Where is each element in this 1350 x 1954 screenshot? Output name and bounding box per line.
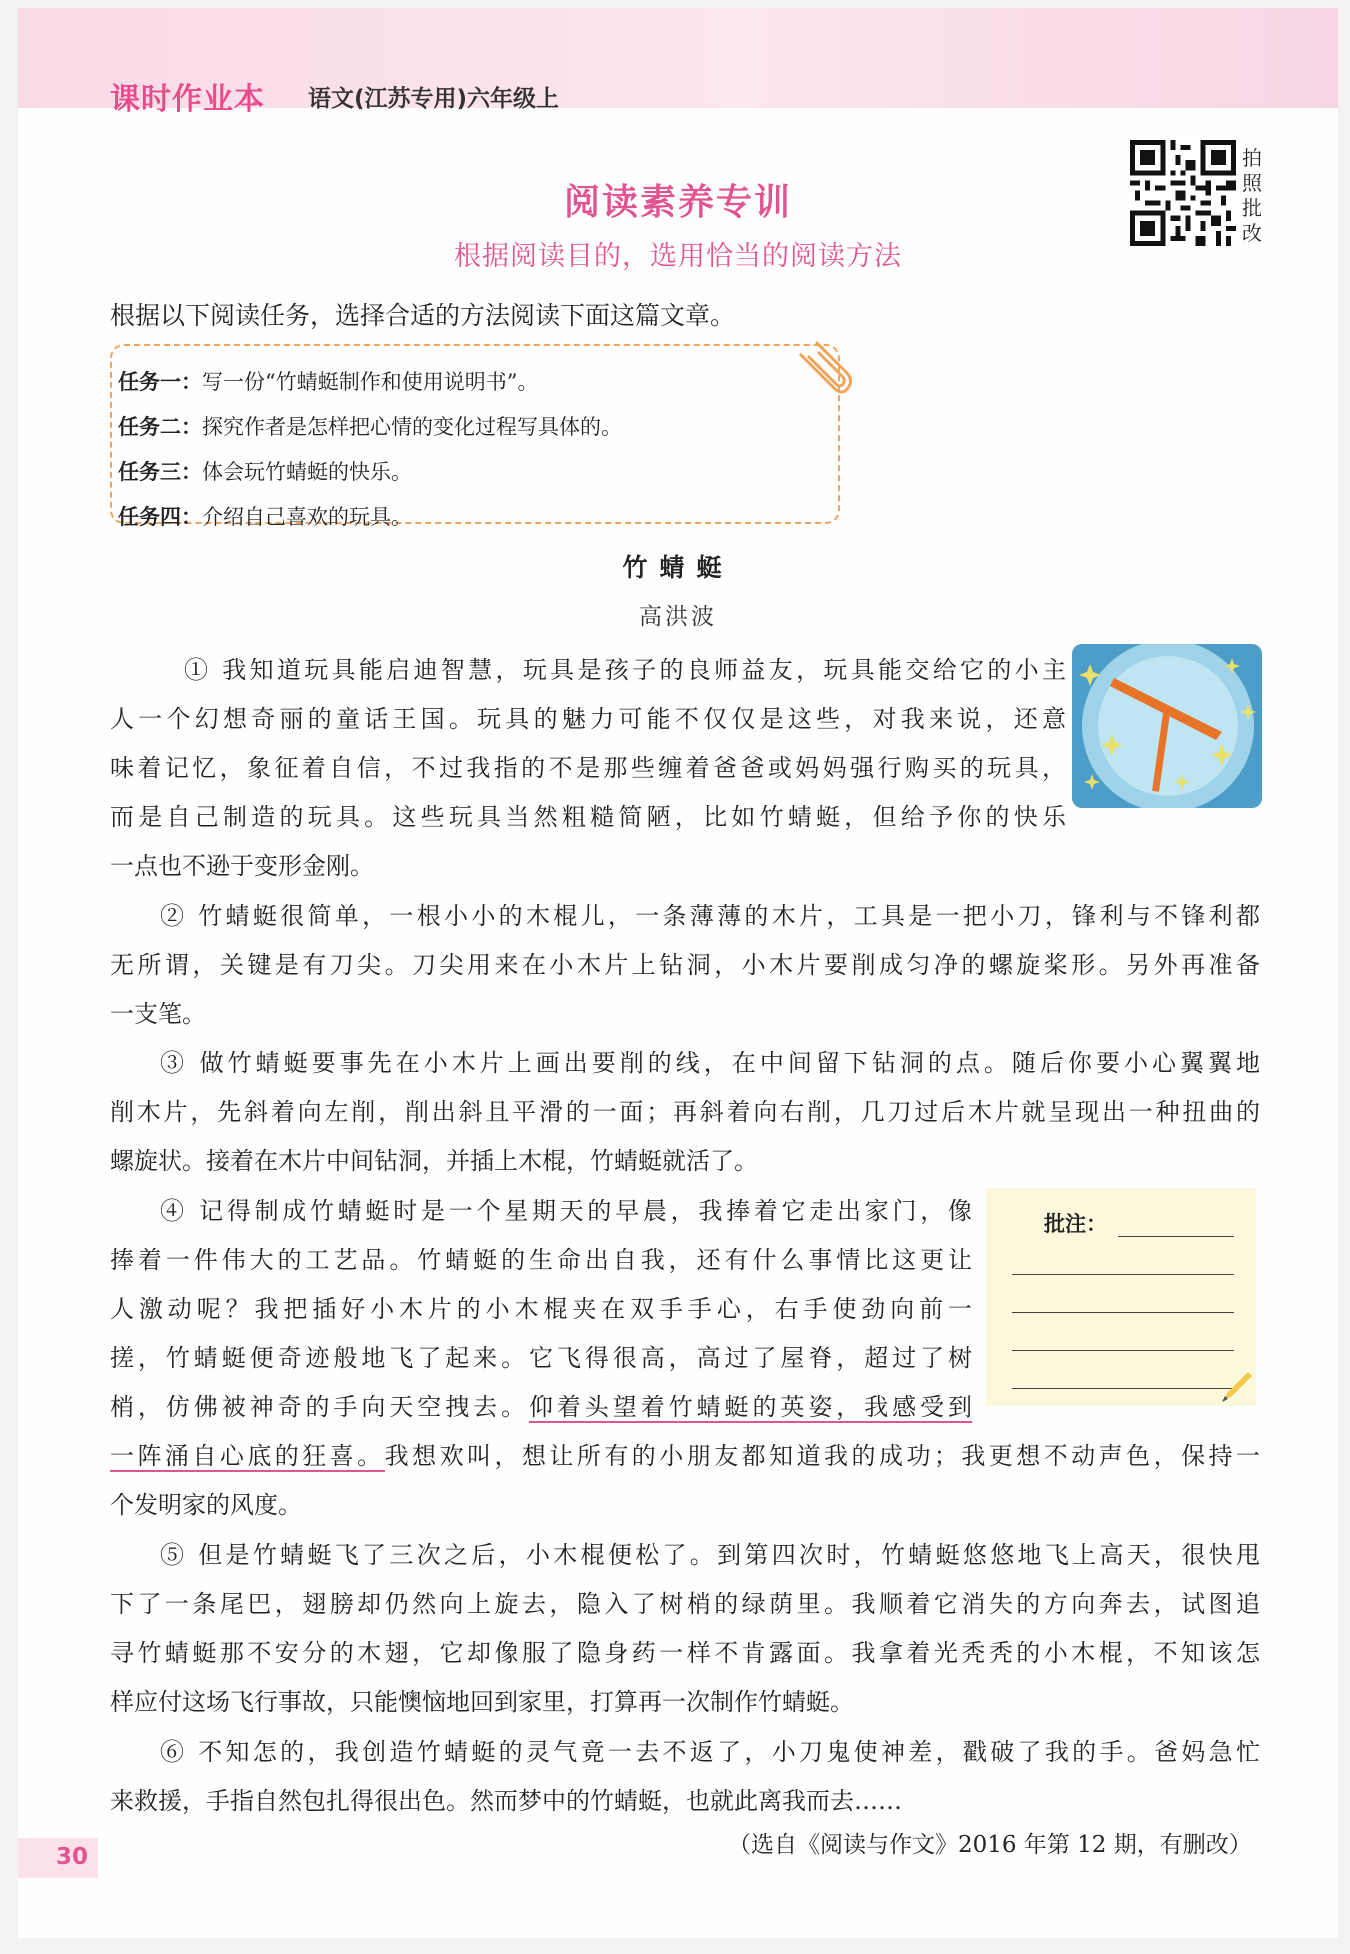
annotation-label: 批注： — [1044, 1212, 1107, 1236]
annotation-line[interactable] — [1012, 1274, 1234, 1275]
text-line: 一支笔。 — [110, 1000, 206, 1028]
qr-code-icon[interactable] — [1130, 140, 1236, 246]
task-list — [110, 344, 840, 529]
annotation-line[interactable] — [1012, 1388, 1234, 1389]
text-line: 无所谓，关键是有刀尖。刀尖用来在小木片上钻洞，小木片要削成匀净的螺旋桨形。另外再准备 — [110, 951, 1260, 979]
task-item: 任务三：体会玩竹蜻蜓的快乐。 — [118, 460, 412, 484]
underlined-sentence: 一阵涌自心底的狂喜。 — [110, 1442, 385, 1470]
text-line: 一点也不逊于变形金刚。 — [110, 852, 374, 880]
text-line: 捧着一件伟大的工艺品。竹蜻蜓的生命出自我，还有什么事情比这更让 — [110, 1246, 972, 1274]
text-line: ⑥ 不知怎的，我创造竹蜻蜓的灵气竟一去不返了，小刀鬼使神差，戳破了我的手。爸妈急忙 — [160, 1738, 1260, 1766]
text-line: 人激动呢？我把插好小木片的小木棍夹在双手手心，右手使劲向前一 — [110, 1295, 972, 1323]
brand-title: 课时作业本 — [110, 82, 265, 117]
text-line: 人一个幻想奇丽的童话王国。玩具的魅力可能不仅仅是这些，对我来说，还意 — [110, 705, 1066, 733]
task-item: 任务一：写一份“竹蜻蜓制作和使用说明书”。 — [118, 370, 539, 394]
text-line: 寻竹蜻蜓那不安分的木翅，它却像服了隐身药一样不肯露面。我拿着光秃秃的小木棍，不知该怎 — [110, 1639, 1260, 1667]
text-line: 搓，竹蜻蜓便奇迹般地飞了起来。它飞得很高，高过了屋脊，超过了树 — [110, 1344, 972, 1372]
workbook-page — [18, 8, 1338, 1938]
annotation-line[interactable] — [1012, 1312, 1234, 1313]
text-line: 一阵涌自心底的狂喜。我想欢叫，想让所有的小朋友都知道我的成功；我更想不动声色，保持一 — [110, 1442, 1261, 1470]
paperclip-icon — [792, 338, 852, 398]
text-line: ② 竹蜻蜓很简单，一根小小的木棍儿，一条薄薄的木片，工具是一把小刀，锋利与不锋利都 — [160, 902, 1260, 930]
article-title: 竹蜻蜓 — [622, 553, 734, 582]
text-line: 下了一条尾巴，翅膀却仍然向上旋去，隐入了树梢的绿荫里。我顺着它消失的方向奔去，试图追 — [110, 1590, 1260, 1618]
text-line: ③ 做竹蜻蜓要事先在小木片上画出要削的线，在中间留下钻洞的点。随后你要小心翼翼地 — [160, 1049, 1260, 1077]
text-line: 梢，仿佛被神奇的手向天空拽去。仰着头望着竹蜻蜓的英姿，我感受到 — [110, 1393, 972, 1421]
text-line: 个发明家的风度。 — [110, 1491, 302, 1519]
text-line: 来救援，手指自然包扎得很出色。然而梦中的竹蜻蜓，也就此离我而去…… — [110, 1787, 902, 1815]
task-item: 任务四：介绍自己喜欢的玩具。 — [118, 505, 412, 529]
article-author: 高洪波 — [639, 604, 717, 630]
qr-caption: 拍照批改 — [1242, 146, 1262, 245]
page-subtitle: 根据阅读目的，选用恰当的阅读方法 — [454, 241, 902, 272]
text-line: ① 我知道玩具能启迪智慧，玩具是孩子的良师益友，玩具能交给它的小主 — [184, 656, 1066, 684]
text-line: ④ 记得制成竹蜻蜓时是一个星期天的早晨，我捧着它走出家门，像 — [160, 1197, 972, 1225]
pencil-icon — [1218, 1370, 1252, 1404]
text-line: 而是自己制造的玩具。这些玩具当然粗糙简陋，比如竹蜻蜓，但给予你的快乐 — [110, 803, 1066, 831]
source-citation: （选自《阅读与作文》2016 年第 12 期，有删改） — [728, 1832, 1252, 1858]
text-line: 味着记忆，象征着自信，不过我指的不是那些缠着爸爸或妈妈强行购买的玩具， — [110, 754, 1066, 782]
annotation-line[interactable] — [1012, 1350, 1234, 1351]
annotation-line[interactable] — [1118, 1236, 1234, 1237]
dragonfly-illustration — [1072, 644, 1262, 808]
page-title: 阅读素养专训 — [563, 182, 792, 223]
text-line: 削木片，先斜着向左削，削出斜且平滑的一面；再斜着向右削，几刀过后木片就呈现出一种扭曲的 — [110, 1098, 1260, 1126]
text-line: ⑤ 但是竹蜻蜓飞了三次之后，小木棍便松了。到第四次时，竹蜻蜓悠悠地飞上高天，很快甩 — [160, 1541, 1260, 1569]
underlined-sentence: 仰着头望着竹蜻蜓的英姿，我感受到 — [529, 1393, 972, 1421]
task-item: 任务二：探究作者是怎样把心情的变化过程写具体的。 — [118, 415, 622, 439]
text-line: 样应付这场飞行事故，只能懊恼地回到家里，打算再一次制作竹蜻蜓。 — [110, 1688, 854, 1716]
annotation-box[interactable] — [986, 1188, 1256, 1406]
page-number: 30 — [18, 1838, 98, 1878]
text-line: 螺旋状。接着在木片中间钻洞，并插上木棍，竹蜻蜓就活了。 — [110, 1147, 758, 1175]
reading-instruction: 根据以下阅读任务，选择合适的方法阅读下面这篇文章。 — [110, 301, 736, 330]
subject-label: 语文(江苏专用)六年级上 — [308, 86, 560, 112]
